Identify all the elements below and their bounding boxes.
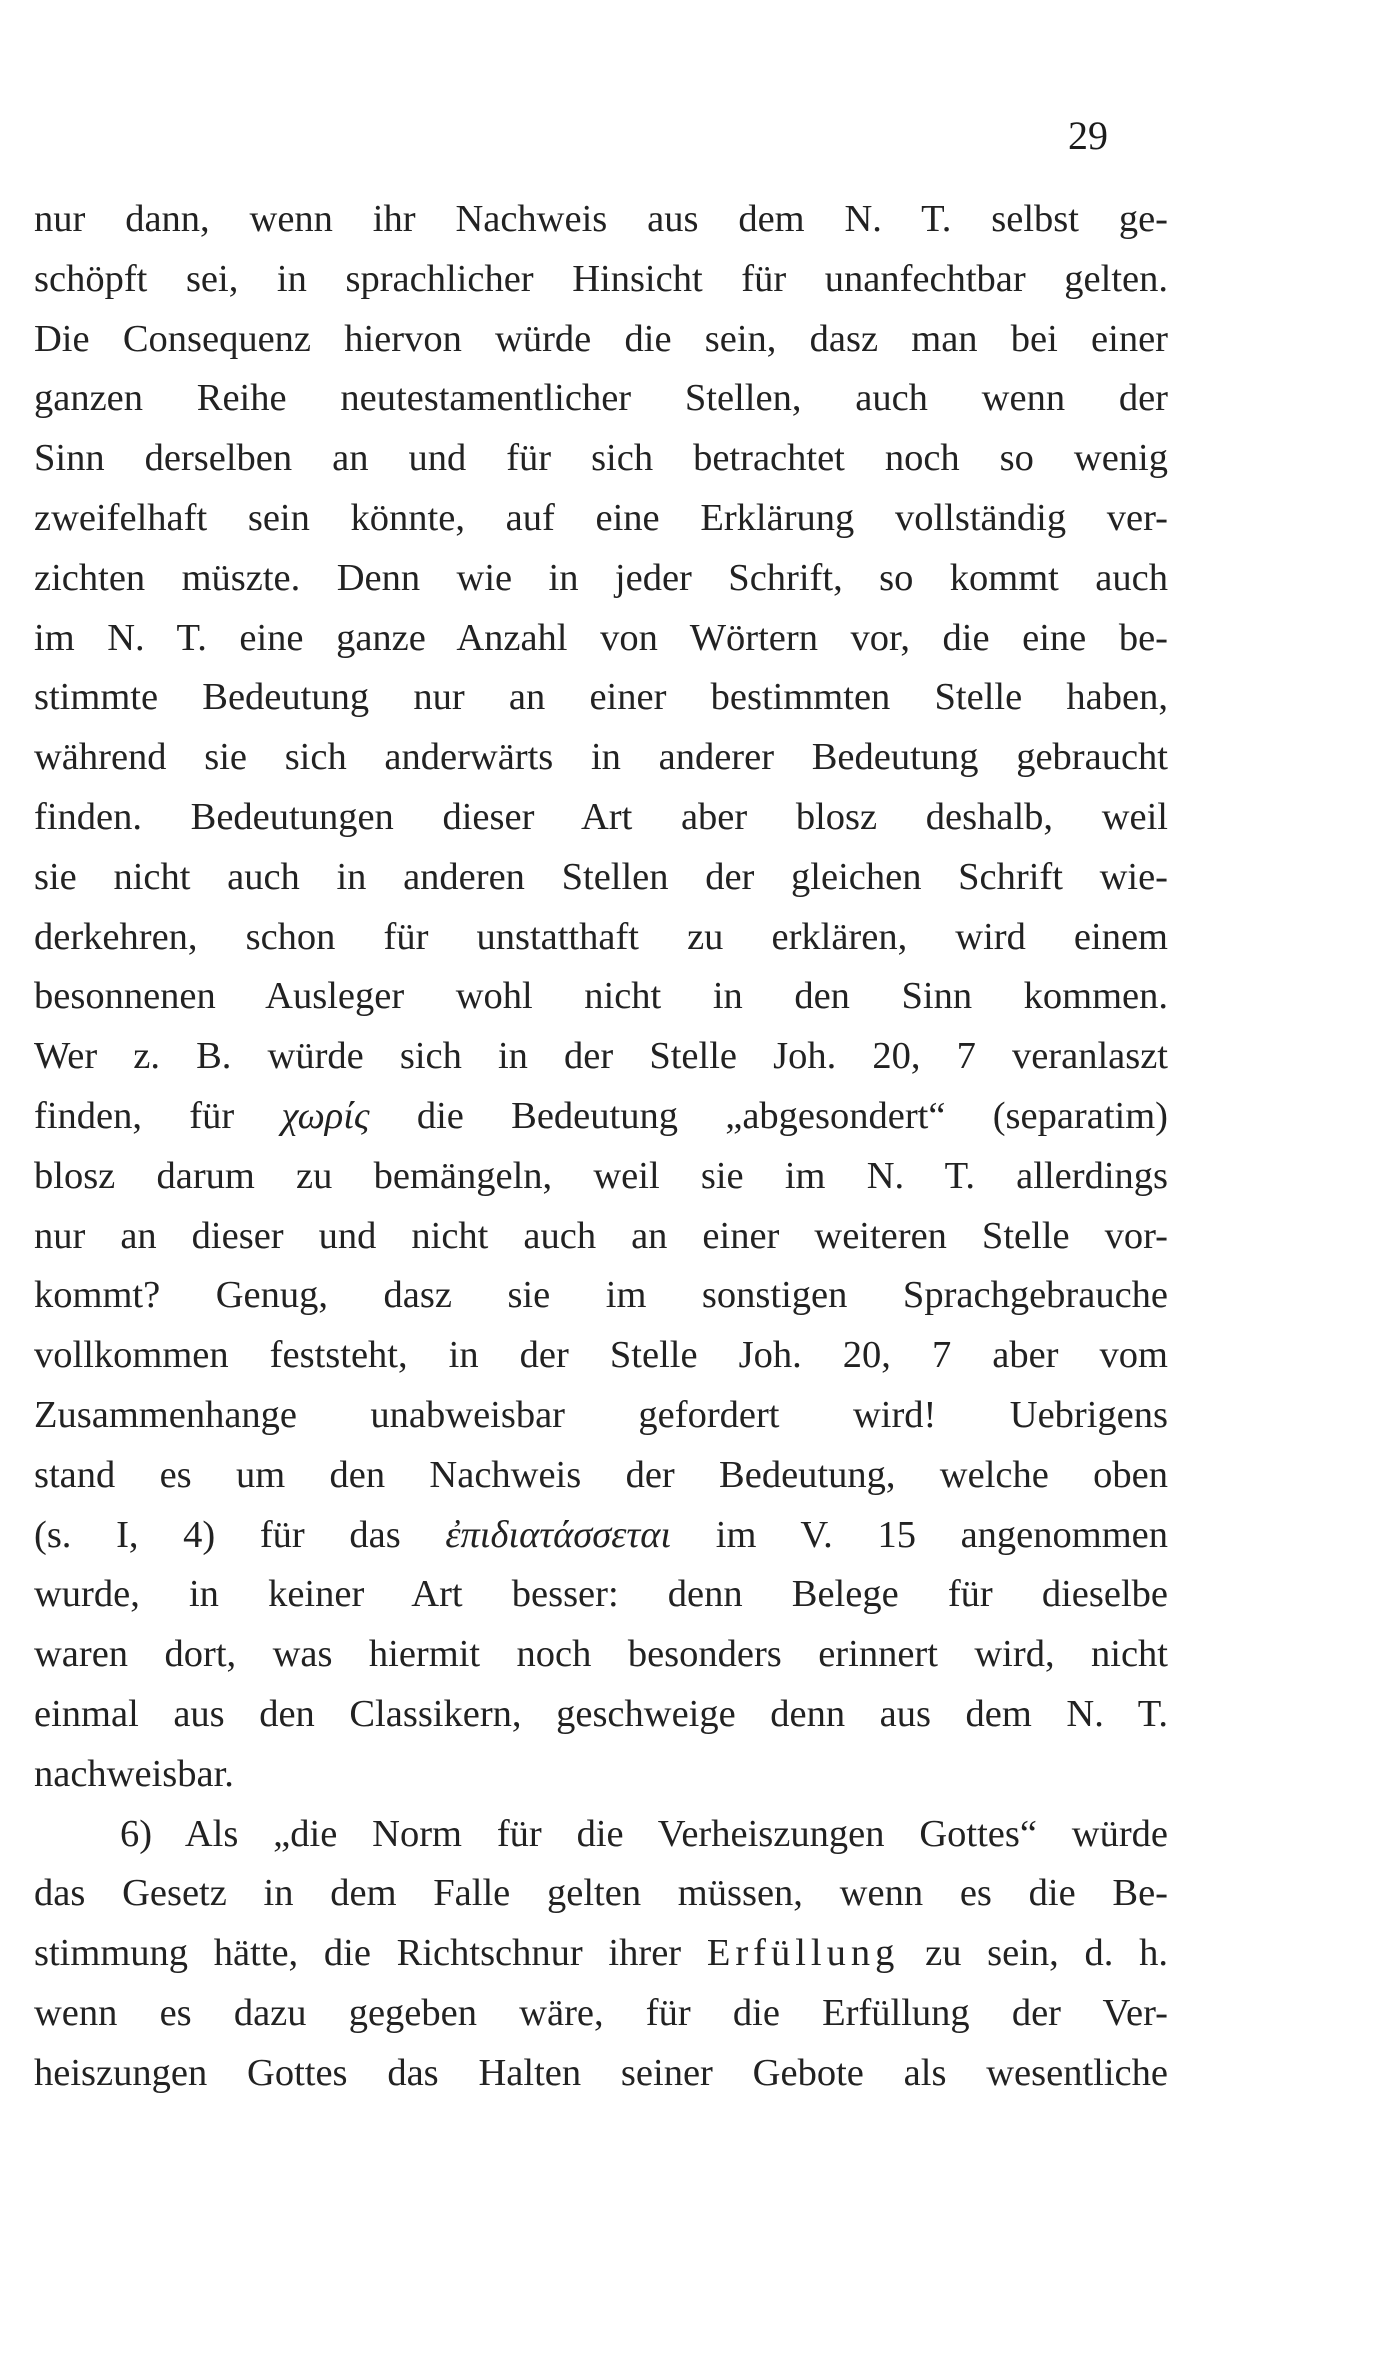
text-line — [34, 1625, 1168, 1685]
text-line — [34, 908, 1168, 968]
text-segment: finden, für — [34, 1094, 282, 1137]
text-line — [34, 609, 1168, 669]
text-line — [34, 310, 1168, 370]
text-line — [34, 1147, 1168, 1207]
text-segment: nur an dieser und nicht auch an einer weiteren Stelle vor- — [34, 1214, 1168, 1257]
text-line — [34, 190, 1168, 250]
text-segment: finden. Bedeutungen dieser Art aber blosz deshalb, weil — [34, 795, 1168, 838]
greek-word: χωρίς — [281, 1094, 370, 1137]
text-segment: zichten müszte. Denn wie in jeder Schrift, so kommt auch — [34, 556, 1168, 599]
text-line — [34, 1266, 1168, 1326]
text-segment: stimmung hätte, die Richtschnur ihrer — [34, 1932, 707, 1975]
text-line — [34, 1924, 1168, 1984]
text-segment: besonnenen Ausleger wohl nicht in den Sinn kommen. — [34, 975, 1168, 1018]
text-line — [34, 1805, 1168, 1865]
text-segment: kommt? Genug, dasz sie im sonstigen Sprachgebrauche — [34, 1274, 1168, 1317]
text-line — [34, 1446, 1168, 1506]
text-line — [34, 848, 1168, 908]
text-line — [34, 1864, 1168, 1924]
text-segment: stimmte Bedeutung nur an einer bestimmten Stelle haben, — [34, 676, 1168, 719]
text-segment: blosz darum zu bemängeln, weil sie im N. T. allerdings — [34, 1154, 1168, 1197]
text-segment: zweifelhaft sein könnte, auf eine Erklärung vollständig ver- — [34, 496, 1168, 539]
text-segment: das Gesetz in dem Falle gelten müssen, wenn es die Be- — [34, 1872, 1168, 1915]
text-segment: wenn es dazu gegeben wäre, für die Erfüllung der Ver- — [34, 1991, 1168, 2034]
text-segment: nachweisbar. — [34, 1752, 234, 1795]
text-segment: während sie sich anderwärts in anderer Bedeutung gebraucht — [34, 736, 1168, 779]
page-number: 29 — [1068, 113, 1108, 158]
text-line — [34, 489, 1168, 549]
text-segment: ganzen Reihe neutestamentlicher Stellen, auch wenn der — [34, 377, 1168, 420]
text-segment: wurde, in keiner Art besser: denn Belege für dieselbe — [34, 1573, 1168, 1616]
text-line — [34, 1326, 1168, 1386]
text-segment: derkehren, schon für unstatthaft zu erklären, wird einem — [34, 915, 1168, 958]
text-segment: Wer z. B. würde sich in der Stelle Joh. 20, 7 veranlaszt — [34, 1035, 1168, 1078]
text-line — [34, 1207, 1168, 1267]
text-line — [34, 549, 1168, 609]
text-line — [34, 728, 1168, 788]
text-line — [34, 788, 1168, 848]
text-segment: waren dort, was hiermit noch besonders erinnert wird, nicht — [34, 1633, 1168, 1676]
text-line — [34, 1386, 1168, 1446]
emphasized-word: Erfüllung — [706, 1932, 900, 1975]
text-segment: sie nicht auch in anderen Stellen der gleichen Schrift wie- — [34, 855, 1168, 898]
body-text — [34, 190, 1168, 2104]
text-line — [34, 369, 1168, 429]
text-segment: vollkommen feststeht, in der Stelle Joh. 20, 7 aber vom — [34, 1334, 1168, 1377]
text-segment: einmal aus den Classikern, geschweige denn aus dem N. T. — [34, 1692, 1168, 1735]
text-line — [34, 1685, 1168, 1745]
text-segment: 6) Als „die Norm für die Verheiszungen Gottes“ würde — [120, 1812, 1168, 1855]
text-segment: (s. I, 4) für das — [34, 1513, 446, 1556]
text-line — [34, 250, 1168, 310]
text-line — [34, 1565, 1168, 1625]
text-line — [34, 1745, 1168, 1805]
text-line — [34, 668, 1168, 728]
text-segment: stand es um den Nachweis der Bedeutung, welche oben — [34, 1453, 1168, 1496]
text-segment: Sinn derselben an und für sich betrachtet noch so wenig — [34, 437, 1168, 480]
text-line — [34, 1984, 1168, 2044]
text-segment: schöpft sei, in sprachlicher Hinsicht für unanfechtbar gelten. — [34, 257, 1168, 300]
greek-word: ἐπιδιατάσσεται — [445, 1513, 672, 1556]
text-segment: heiszungen Gottes das Halten seiner Gebote als wesentliche — [34, 2051, 1168, 2094]
text-segment: Die Consequenz hiervon würde die sein, dasz man bei einer — [34, 317, 1168, 360]
text-segment: nur dann, wenn ihr Nachweis aus dem N. T. selbst ge- — [34, 198, 1168, 240]
text-line — [34, 2044, 1168, 2104]
text-segment: im V. 15 angenommen — [671, 1513, 1168, 1556]
text-line — [34, 1087, 1168, 1147]
text-line — [34, 1506, 1168, 1566]
text-line — [34, 429, 1168, 489]
text-line — [34, 1027, 1168, 1087]
text-segment: im N. T. eine ganze Anzahl von Wörtern vor, die eine be- — [34, 616, 1168, 659]
text-segment: zu sein, d. h. — [899, 1932, 1168, 1975]
text-line — [34, 967, 1168, 1027]
text-segment: Zusammenhange unabweisbar gefordert wird! Uebrigens — [34, 1393, 1168, 1436]
text-segment: die Bedeutung „abgesondert“ (separatim) — [369, 1094, 1168, 1137]
